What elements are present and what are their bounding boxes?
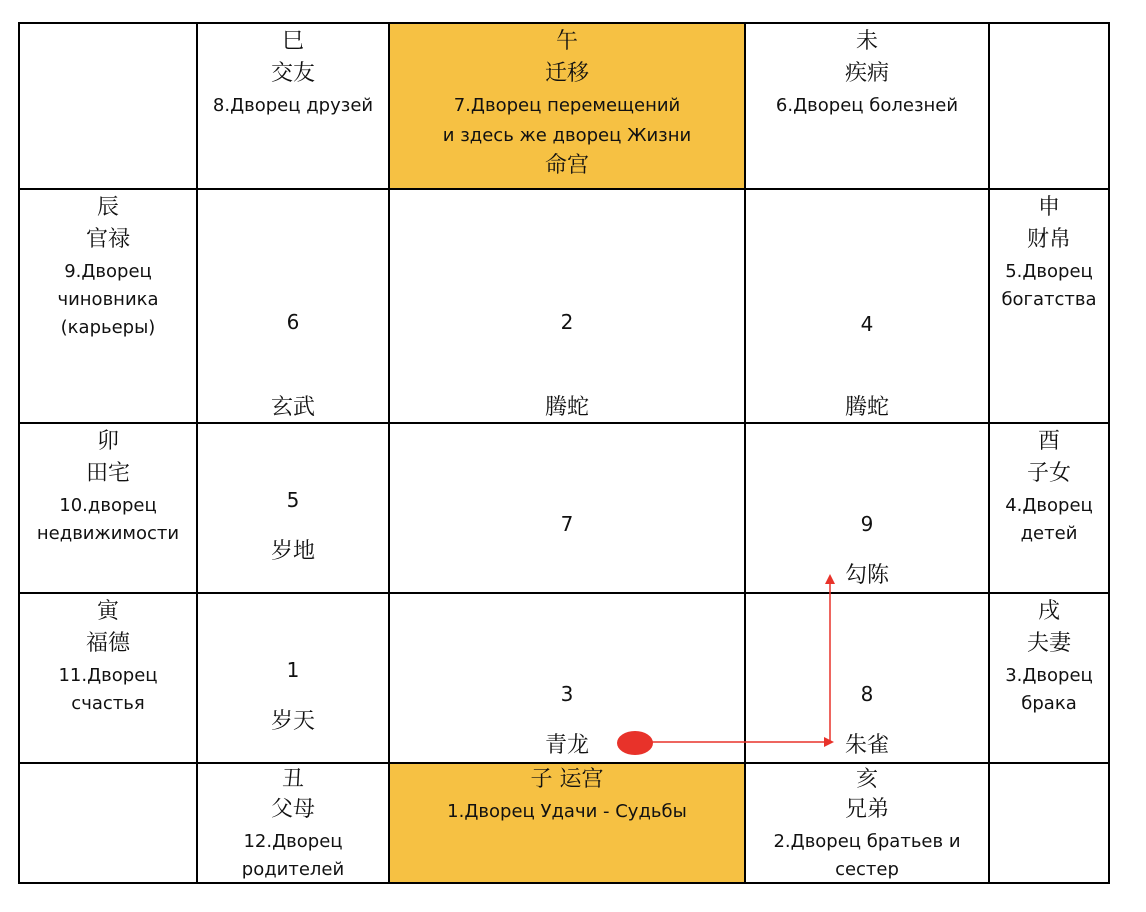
palace-chinese-name: 父母 xyxy=(270,797,315,822)
square-9 xyxy=(744,422,990,594)
square-number: 2 xyxy=(560,310,574,334)
palace-xu xyxy=(988,592,1110,764)
deity-label: 勾陈 xyxy=(844,563,889,588)
square-6 xyxy=(196,188,390,424)
palace-russian-name-3: (карьеры) xyxy=(60,317,156,338)
branch-label: 申 xyxy=(1037,195,1060,220)
palace-si xyxy=(196,22,390,190)
square-number: 4 xyxy=(860,312,874,336)
corner-top-right xyxy=(988,22,1110,190)
square-number: 8 xyxy=(860,682,874,706)
palace-grid xyxy=(18,22,1110,884)
palace-russian-name-2: детей xyxy=(1020,523,1078,544)
branch-label: 寅 xyxy=(96,599,119,624)
square-2 xyxy=(388,188,746,424)
deity-label: 岁地 xyxy=(270,539,315,564)
branch-label: 戌 xyxy=(1037,599,1060,624)
deity-label: 玄武 xyxy=(270,395,315,420)
deity-label: 腾蛇 xyxy=(544,395,589,420)
palace-chinese-name: 福德 xyxy=(85,631,130,656)
palace-mao xyxy=(18,422,198,594)
deity-label: 岁天 xyxy=(270,709,315,734)
square-4 xyxy=(744,188,990,424)
deity-label: 青龙 xyxy=(544,733,589,758)
palace-russian-name: 2.Дворец братьев и xyxy=(773,831,961,852)
square-number: 3 xyxy=(560,682,574,706)
palace-zi xyxy=(388,762,746,884)
life-palace-label: 命宫 xyxy=(544,153,589,178)
palace-chinese-name: 子女 xyxy=(1026,461,1071,486)
branch-label: 亥 xyxy=(855,767,878,792)
branch-label: 辰 xyxy=(96,195,119,220)
palace-russian-name: 3.Дворец xyxy=(1005,665,1093,686)
palace-chinese-name: 迁移 xyxy=(544,61,589,86)
palace-russian-name-2: недвижимости xyxy=(36,523,180,544)
palace-russian-name-2: богатства xyxy=(1001,289,1097,310)
corner-top-left xyxy=(18,22,198,190)
corner-bottom-right xyxy=(988,762,1110,884)
square-number: 1 xyxy=(286,658,300,682)
branch-label: 巳 xyxy=(281,29,304,54)
palace-wei xyxy=(744,22,990,190)
palace-russian-name: 1.Дворец Удачи - Судьбы xyxy=(447,801,687,822)
palace-russian-name: 12.Дворец xyxy=(243,831,343,852)
palace-you xyxy=(988,422,1110,594)
deity-label: 腾蛇 xyxy=(844,395,889,420)
palace-yin xyxy=(18,592,198,764)
palace-chinese-name: 兄弟 xyxy=(844,797,889,822)
branch-label: 酉 xyxy=(1037,429,1060,454)
square-3 xyxy=(388,592,746,764)
palace-russian-name: 5.Дворец xyxy=(1005,261,1093,282)
palace-russian-name-2: чиновника xyxy=(57,289,159,310)
palace-chinese-name: 夫妻 xyxy=(1026,631,1071,656)
branch-label: 午 xyxy=(555,29,578,54)
square-number: 7 xyxy=(560,512,574,536)
square-number: 5 xyxy=(286,488,300,512)
deity-label: 朱雀 xyxy=(844,733,889,758)
palace-russian-name: 7.Дворец перемещений xyxy=(453,95,681,116)
square-1 xyxy=(196,592,390,764)
palace-chinese-name: 疾病 xyxy=(844,61,889,86)
palace-russian-note: и здесь же дворец Жизни xyxy=(442,125,692,146)
square-number: 6 xyxy=(286,310,300,334)
fortune-palace-title: 子 运宫 xyxy=(530,767,604,792)
corner-bottom-left xyxy=(18,762,198,884)
palace-chinese-name: 交友 xyxy=(270,61,315,86)
palace-russian-name-2: счастья xyxy=(71,693,145,714)
palace-russian-name: 10.дворец xyxy=(59,495,157,516)
square-7 xyxy=(388,422,746,594)
palace-russian-name: 4.Дворец xyxy=(1005,495,1093,516)
palace-russian-name-2: брака xyxy=(1021,693,1077,714)
palace-russian-name: 8.Дворец друзей xyxy=(212,95,374,116)
square-5 xyxy=(196,422,390,594)
palace-russian-name-2: родителей xyxy=(241,859,345,880)
palace-hai xyxy=(744,762,990,884)
palace-russian-name: 11.Дворец xyxy=(58,665,158,686)
palace-russian-name-2: сестер xyxy=(835,859,899,880)
palace-chen xyxy=(18,188,198,424)
square-8 xyxy=(744,592,990,764)
palace-chou xyxy=(196,762,390,884)
palace-russian-name: 6.Дворец болезней xyxy=(775,95,959,116)
palace-russian-name: 9.Дворец xyxy=(64,261,152,282)
palace-shen xyxy=(988,188,1110,424)
palace-chinese-name: 官禄 xyxy=(85,227,130,252)
palace-wu xyxy=(388,22,746,190)
palace-chinese-name: 田宅 xyxy=(85,461,130,486)
palace-chinese-name: 财帛 xyxy=(1026,227,1071,252)
branch-label: 未 xyxy=(855,29,878,54)
branch-label: 丑 xyxy=(281,767,304,792)
branch-label: 卯 xyxy=(96,429,119,454)
square-number: 9 xyxy=(860,512,874,536)
